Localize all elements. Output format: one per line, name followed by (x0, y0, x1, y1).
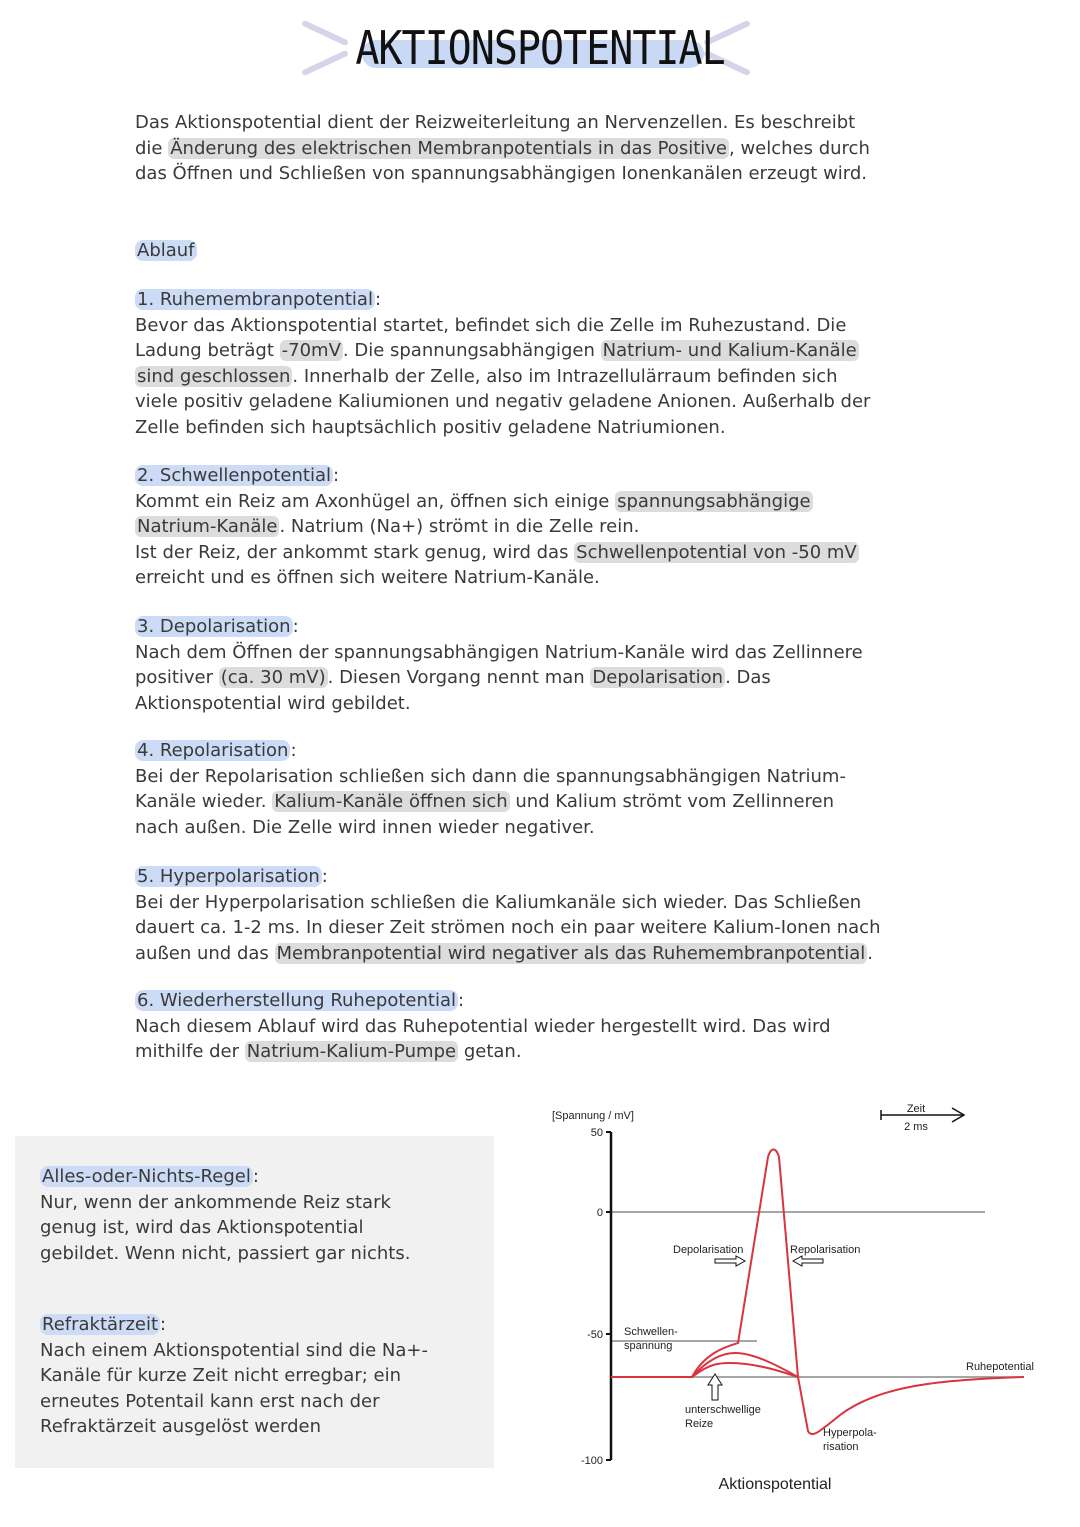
info-box (15, 1136, 494, 1468)
text-segment: , welches durch (729, 137, 870, 159)
key-phrase-highlight: -70mV (281, 340, 341, 362)
section-heading (135, 463, 859, 489)
text-line (40, 1190, 410, 1216)
section-depolarisation (135, 614, 863, 716)
time-value: 2 ms (904, 1121, 928, 1133)
heading-highlight: 4. Repolarisation (137, 740, 289, 761)
hyperpolarisation-label: risation (823, 1441, 859, 1453)
text-line (40, 1241, 410, 1267)
text-segment: getan. (458, 1041, 522, 1063)
text-segment: : (321, 866, 328, 887)
key-phrase-highlight: Änderung des elektrischen Membranpotentials in das Positive (170, 137, 727, 159)
repolarisation-arrow-icon (793, 1256, 823, 1266)
subthreshold-label: Reize (685, 1418, 714, 1430)
rest-label: Ruhepotential (966, 1361, 1034, 1373)
text-segment: das Öffnen und Schließen von spannungsabhängigen Ionenkanälen erzeugt wird. (135, 163, 868, 185)
time-label: Zeit (906, 1103, 926, 1115)
text-segment: . Natrium (Na+) strömt in die Zelle rein. (279, 516, 640, 538)
text-segment: . Das (725, 667, 771, 689)
text-segment: Refraktärzeit ausgelöst werden (40, 1416, 322, 1438)
depolarisation-label: Depolarisation (673, 1244, 744, 1256)
text-segment: Nach diesem Ablauf wird das Ruhepotential wieder hergestellt wird. Das wird (135, 1015, 831, 1037)
text-segment: die (135, 137, 169, 159)
text-segment: Zelle befinden sich hauptsächlich positiv geladene Natriumionen. (135, 416, 726, 438)
text-line (40, 1215, 410, 1241)
section-heading (135, 287, 870, 313)
text-segment: Kanäle für kurze Zeit nicht erregbar; ein (40, 1365, 402, 1387)
y-tick-label: -50 (587, 1329, 603, 1341)
title-area (0, 18, 1080, 88)
action-potential-curve (611, 1150, 1024, 1435)
text-segment: Nur, wenn der ankommende Reiz stark (40, 1191, 391, 1213)
text-line (135, 915, 880, 941)
text-segment: : (332, 465, 340, 486)
section-wiederherstellung (135, 988, 831, 1065)
text-line (135, 540, 859, 566)
section-repolarisation (135, 738, 846, 840)
text-segment: Nach dem Öffnen der spannungsabhängigen Natrium-Kanäle wird das Zellinnere (135, 641, 863, 663)
key-phrase-highlight: Depolarisation (592, 667, 724, 689)
text-line (135, 1039, 831, 1065)
page-title: AKTIONSPOTENTIAL (355, 22, 725, 76)
text-segment: : (290, 740, 297, 761)
subthreshold-curve-2 (692, 1363, 798, 1377)
stimulus-arrow-icon (708, 1374, 722, 1400)
text-segment: positiver (135, 667, 219, 689)
text-line (135, 665, 863, 691)
y-tick-label: 0 (596, 1207, 603, 1219)
repolarisation-label: Repolarisation (790, 1244, 861, 1256)
text-line (135, 565, 859, 591)
text-line (40, 1338, 428, 1364)
text-segment: Ist der Reiz, der ankommt stark genug, wird das (135, 541, 575, 563)
text-segment: : (374, 289, 382, 310)
heading-highlight: 5. Hyperpolarisation (137, 866, 320, 887)
text-line (135, 110, 870, 136)
key-phrase-highlight: spannungsabhängige (617, 490, 811, 512)
text-segment: . (867, 942, 873, 964)
section-ruhemembranpotential (135, 287, 870, 441)
text-segment: Ladung beträgt (135, 340, 280, 362)
section-heading (40, 1312, 428, 1338)
text-line (135, 691, 863, 717)
text-segment: : (457, 990, 465, 1011)
threshold-label: spannung (624, 1340, 673, 1352)
text-segment: Aktionspotential wird gebildet. (135, 692, 411, 714)
text-line (135, 1014, 831, 1040)
text-segment: Das Aktionspotential dient der Reizweiterleitung an Nervenzellen. Es beschreibt (135, 112, 856, 133)
text-segment: und Kalium strömt vom Zellinneren (509, 791, 835, 813)
section-alles-oder-nichts (40, 1164, 410, 1266)
text-line (135, 136, 870, 162)
section-ablauf (135, 238, 197, 264)
section-hyperpolarisation (135, 864, 880, 966)
text-line (135, 514, 859, 540)
text-segment: Nach einem Aktionspotential sind die Na+- (40, 1339, 428, 1361)
key-phrase-highlight: (ca. 30 mV) (220, 667, 326, 689)
heading-highlight: Alles-oder-Nichts-Regel (42, 1166, 251, 1187)
text-segment: . Innerhalb der Zelle, also im Intrazellulärraum befinden sich (292, 365, 838, 387)
text-segment: außen und das (135, 942, 275, 964)
text-line (40, 1363, 428, 1389)
section-heading (135, 738, 846, 764)
action-potential-chart (540, 1095, 1050, 1505)
text-segment: nach außen. Die Zelle wird innen wieder negativer. (135, 816, 595, 838)
text-segment: : (160, 1314, 167, 1335)
key-phrase-highlight: Membranpotential wird negativer als das Ruhemembranpotential (276, 942, 866, 964)
section-heading (135, 238, 197, 264)
text-segment: erneutes Potentail kann erst nach der (40, 1390, 380, 1412)
key-phrase-highlight: Natrium- und Kalium-Kanäle (602, 340, 857, 362)
key-phrase-highlight: Schwellenpotential von -50 mV (576, 541, 857, 563)
section-schwellenpotential (135, 463, 859, 591)
heading-highlight: Ablauf (137, 240, 195, 261)
heading-highlight: 6. Wiederherstellung Ruhepotential (137, 990, 456, 1011)
key-phrase-highlight: Kalium-Kanäle öffnen sich (274, 791, 508, 813)
depolarisation-arrow-icon (715, 1256, 745, 1266)
text-line (40, 1414, 428, 1440)
text-segment: dauert ca. 1-2 ms. In dieser Zeit strömen noch ein paar weitere Kalium-Ionen nach (135, 917, 881, 939)
subthreshold-label: unterschwellige (685, 1404, 761, 1416)
text-segment: genug ist, wird das Aktionspotential (40, 1217, 364, 1239)
text-segment: viele positiv geladene Kaliumionen und negativ geladene Anionen. Außerhalb der (135, 391, 871, 413)
heading-highlight: 1. Ruhemembranpotential (137, 289, 373, 310)
text-line (135, 489, 859, 515)
text-segment: : (292, 616, 299, 637)
heading-highlight: Refraktärzeit (42, 1314, 159, 1335)
text-line (135, 789, 846, 815)
text-line (135, 364, 870, 390)
key-phrase-highlight: Natrium-Kalium-Pumpe (246, 1041, 457, 1063)
text-segment: gebildet. Wenn nicht, passiert gar nichts. (40, 1242, 411, 1264)
text-line (135, 415, 870, 441)
chart-title: Aktionspotential (718, 1476, 832, 1493)
text-segment: Bevor das Aktionspotential startet, befindet sich die Zelle im Ruhezustand. Die (135, 314, 847, 336)
threshold-label: Schwellen- (624, 1326, 678, 1338)
text-segment: . Diesen Vorgang nennt man (327, 667, 591, 689)
text-segment: mithilfe der (135, 1041, 245, 1063)
text-line (135, 941, 880, 967)
text-segment: erreicht und es öffnen sich weitere Natrium-Kanäle. (135, 567, 600, 589)
text-line (135, 890, 880, 916)
hyperpolarisation-label: Hyperpola- (823, 1427, 877, 1439)
text-segment: Bei der Repolarisation schließen sich dann die spannungsabhängigen Natrium- (135, 765, 846, 787)
section-heading (135, 988, 831, 1014)
text-segment: : (252, 1166, 259, 1187)
text-segment: Bei der Hyperpolarisation schließen die Kaliumkanäle sich wieder. Das Schließen (135, 891, 862, 913)
text-line (135, 313, 870, 339)
text-line (135, 640, 863, 666)
text-line (135, 389, 870, 415)
section-heading (135, 614, 863, 640)
key-phrase-highlight: Natrium-Kanäle (137, 516, 278, 538)
section-intro (135, 110, 870, 187)
section-heading (135, 864, 880, 890)
y-tick-label: -100 (580, 1455, 603, 1467)
text-line (135, 161, 870, 187)
text-segment: Kanäle wieder. (135, 791, 273, 813)
text-line (135, 764, 846, 790)
text-line (135, 815, 846, 841)
heading-highlight: 2. Schwellenpotential (137, 465, 331, 486)
text-segment: Kommt ein Reiz am Axonhügel an, öffnen sich einige (135, 490, 616, 512)
key-phrase-highlight: sind geschlossen (137, 365, 291, 387)
heading-highlight: 3. Depolarisation (137, 616, 291, 637)
section-heading (40, 1164, 410, 1190)
y-tick-label: 50 (590, 1127, 603, 1139)
text-line (40, 1389, 428, 1415)
y-axis-label: [Spannung / mV] (552, 1110, 634, 1122)
text-segment: . Die spannungsabhängigen (342, 340, 601, 362)
text-line (135, 338, 870, 364)
section-refraktaerzeit (40, 1312, 428, 1440)
